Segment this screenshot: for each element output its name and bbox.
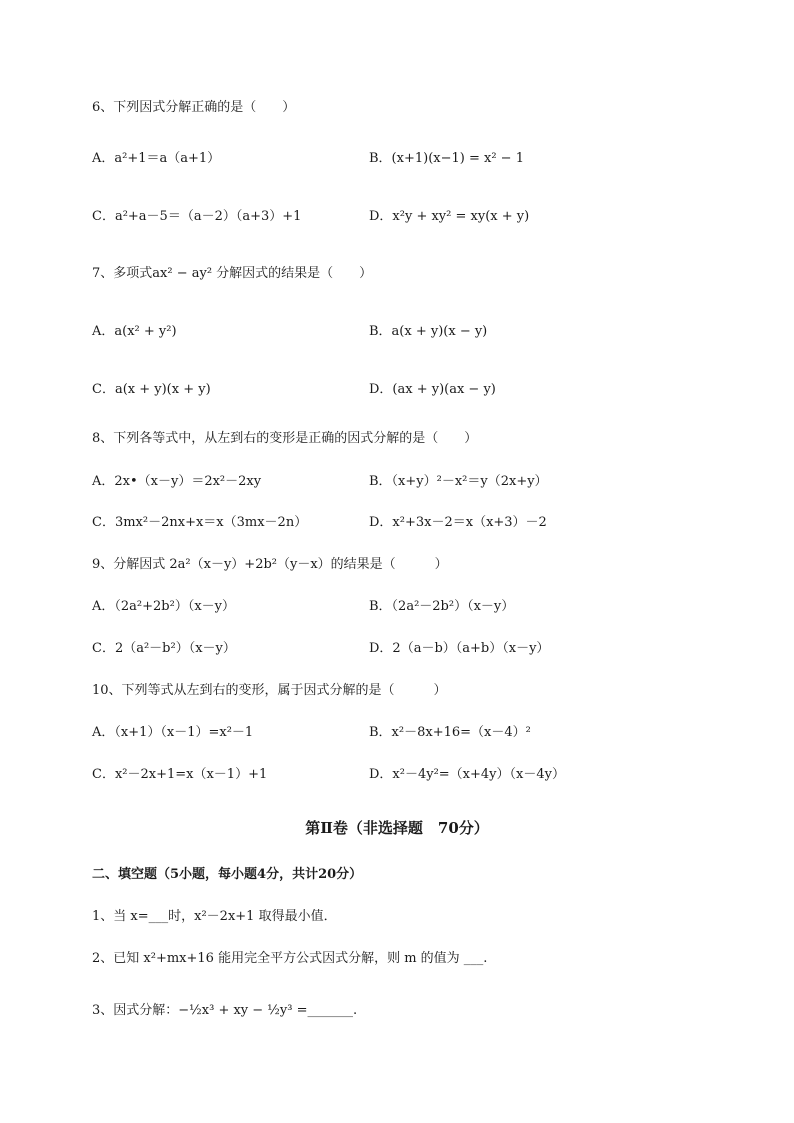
question-7-option-d: D．(ax + y)(ax − y) [369,382,496,397]
question-10-option-b: B．x²－8x+16=（x－4）² [369,725,531,740]
fill-in-item-1: 1、当 x=___时，x²－2x+1 取得最小值． [92,909,337,924]
question-6-option-c: C．a²+a－5＝（a－2）（a+3）+1 [92,209,302,224]
question-6-option-a: A．a²+1＝a（a+1） [92,151,221,166]
question-9-option-c: C．2（a²－b²）（x－y） [92,641,236,656]
question-9-option-a: A．（2a²+2b²）（x－y） [92,599,235,614]
question-10-option-a: A．（x+1）（x－1）=x²－1 [92,725,254,740]
question-7-stem: 7、多项式ax² − ay² 分解因式的结果是（ ） [92,266,373,281]
question-9-option-d: D．2（a－b）（a+b）（x－y） [369,641,550,656]
question-7-option-a: A．a(x² + y²) [92,324,177,339]
question-8-stem: 8、下列各等式中，从左到右的变形是正确的因式分解的是（ ） [92,431,478,446]
question-10-option-c: C．x²－2x+1=x（x－1）+1 [92,767,268,782]
section-2-title: 第Ⅱ卷（非选择题 70分） [305,819,489,837]
fill-in-item-3: 3、因式分解：−½x³ + xy − ½y³ =_______. [92,1003,358,1018]
question-9-stem: 9、分解因式 2a²（x－y）+2b²（y－x）的结果是（ ） [92,557,448,572]
section-2-subtitle: 二、填空题（5小题，每小题4分，共计20分） [92,867,363,882]
question-8-option-a: A．2x•（x－y）＝2x²－2xy [92,474,262,489]
question-8-option-d: D．x²+3x－2＝x（x+3）－2 [369,515,547,530]
question-10-stem: 10、下列等式从左到右的变形，属于因式分解的是（ ） [92,683,447,698]
question-9-option-b: B．（2a²－2b²）（x－y） [369,599,515,614]
question-6-stem: 6、下列因式分解正确的是（ ） [92,100,296,115]
question-7-option-c: C．a(x + y)(x + y) [92,382,211,397]
question-7-option-b: B．a(x + y)(x − y) [369,324,488,339]
question-8-option-b: B．（x+y）²－x²＝y（2x+y） [369,474,548,489]
question-8-option-c: C．3mx²－2nx+x＝x（3mx－2n） [92,515,308,530]
fill-in-item-2: 2、已知 x²+mx+16 能用完全平方公式因式分解，则 m 的值为 ___. [92,951,488,966]
question-6-option-d: D．x²y + xy² = xy(x + y) [369,209,530,224]
question-6-option-b: B．(x+1)(x−1) = x² − 1 [369,151,524,166]
question-10-option-d: D．x²－4y²=（x+4y）（x－4y） [369,767,565,782]
